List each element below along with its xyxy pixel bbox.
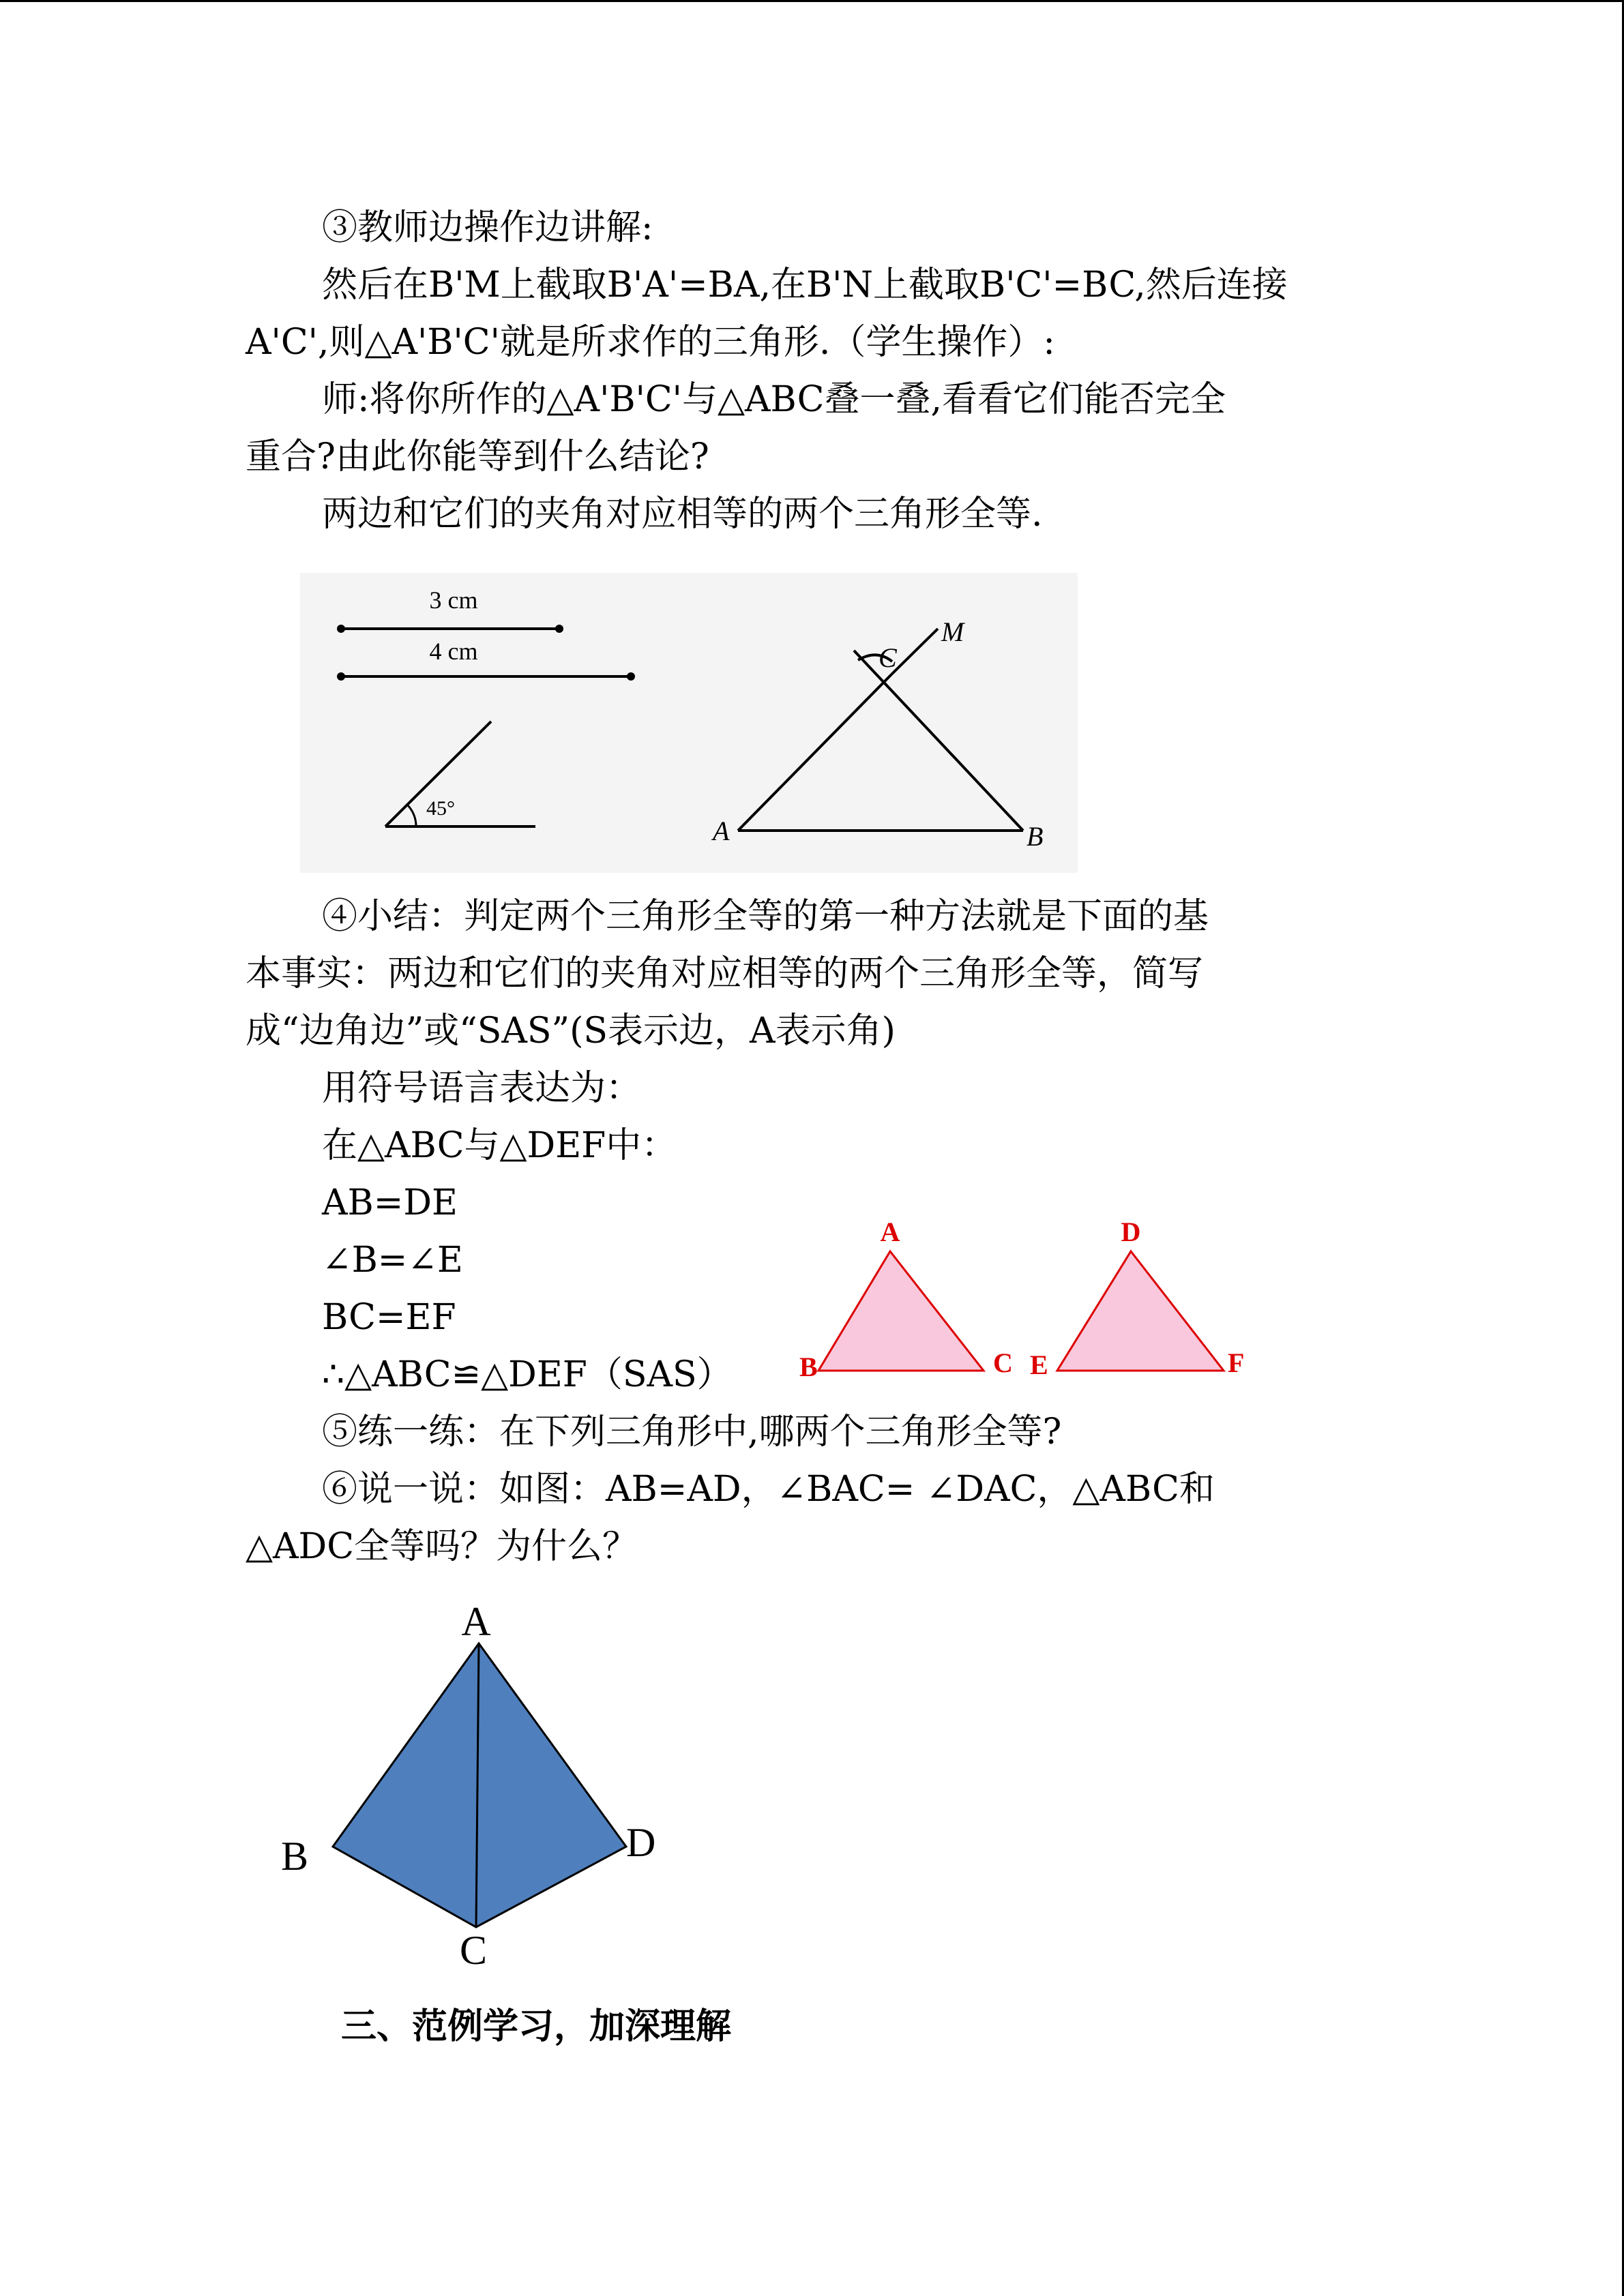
- segment-3cm-endpoint-left: [337, 625, 345, 633]
- teacher-line2: 重合?由此你能等到什么结论?: [246, 436, 709, 477]
- vertex-a-label: A: [713, 816, 730, 846]
- label-c: C: [993, 1347, 1013, 1378]
- symbolic-intro: 用符号语言表达为：: [322, 1068, 642, 1109]
- step3-title: ③教师边操作边讲解:: [322, 207, 653, 248]
- condition-bc-ef: BC=EF: [322, 1297, 456, 1338]
- label-b: B: [799, 1352, 818, 1382]
- quadrilateral-abcd: [333, 1643, 626, 1927]
- summary-line3: 成“边角边”或“SAS”(S表示边，A表示角): [246, 1011, 896, 1052]
- label-e: E: [1030, 1350, 1048, 1380]
- angle-label: 45°: [426, 797, 455, 820]
- point-m-label: M: [941, 616, 964, 647]
- discuss-line2: △ADC全等吗？为什么？: [246, 1526, 638, 1567]
- teacher-line1: 师:将你所作的△A'B'C'与△ABC叠一叠,看看它们能否完全: [322, 379, 1226, 420]
- discuss-line1: ⑥说一说：如图：AB=AD，∠BAC= ∠DAC，△ABC和: [322, 1469, 1215, 1510]
- condition-ab-de: AB=DE: [322, 1182, 458, 1223]
- label-f: F: [1228, 1347, 1245, 1378]
- construction-figure: [300, 573, 1078, 873]
- vertex-c-label: C: [459, 1928, 488, 1973]
- step3-line2: A'C',则△A'B'C'就是所求作的三角形.（学生操作）:: [246, 322, 1055, 363]
- vertex-a-label: A: [461, 1599, 491, 1644]
- label-a: A: [880, 1217, 900, 1247]
- kite-figure: [273, 1596, 709, 1978]
- segment-4cm-endpoint-right: [627, 672, 635, 681]
- practice-line: ⑤练一练：在下列三角形中,哪两个三角形全等?: [322, 1412, 1062, 1452]
- segment-3cm-label: 3 cm: [429, 586, 478, 614]
- symbolic-context: 在△ABC与△DEF中：: [322, 1125, 677, 1166]
- summary-line2: 本事实：两边和它们的夹角对应相等的两个三角形全等，简写: [246, 953, 1204, 994]
- vertex-d-label: D: [626, 1820, 656, 1865]
- vertex-b-label: B: [281, 1834, 309, 1879]
- congruent-triangles-figure: [784, 1214, 1262, 1391]
- conclusion-sas: ∴△ABC≌△DEF（SAS）: [322, 1354, 733, 1395]
- segment-4cm-endpoint-left: [337, 672, 345, 681]
- label-d: D: [1121, 1217, 1141, 1247]
- segment-4cm-label: 4 cm: [429, 638, 478, 665]
- condition-angle-b-e: ∠B=∠E: [322, 1240, 463, 1281]
- step3-line1: 然后在B'M上截取B'A'=BA,在B'N上截取B'C'=BC,然后连接: [322, 265, 1288, 305]
- vertex-b-label: B: [1027, 821, 1044, 852]
- vertex-c-label: C: [879, 642, 897, 673]
- top-border: [0, 0, 1624, 2]
- conclusion-line: 两边和它们的夹角对应相等的两个三角形全等.: [322, 494, 1043, 535]
- summary-line1: ④小结：判定两个三角形全等的第一种方法就是下面的基: [322, 896, 1209, 937]
- triangle-def: [1057, 1251, 1224, 1371]
- segment-3cm-endpoint-right: [555, 625, 563, 633]
- triangle-abc: [818, 1251, 984, 1371]
- section-heading: 三、范例学习，加深理解: [341, 2006, 732, 2047]
